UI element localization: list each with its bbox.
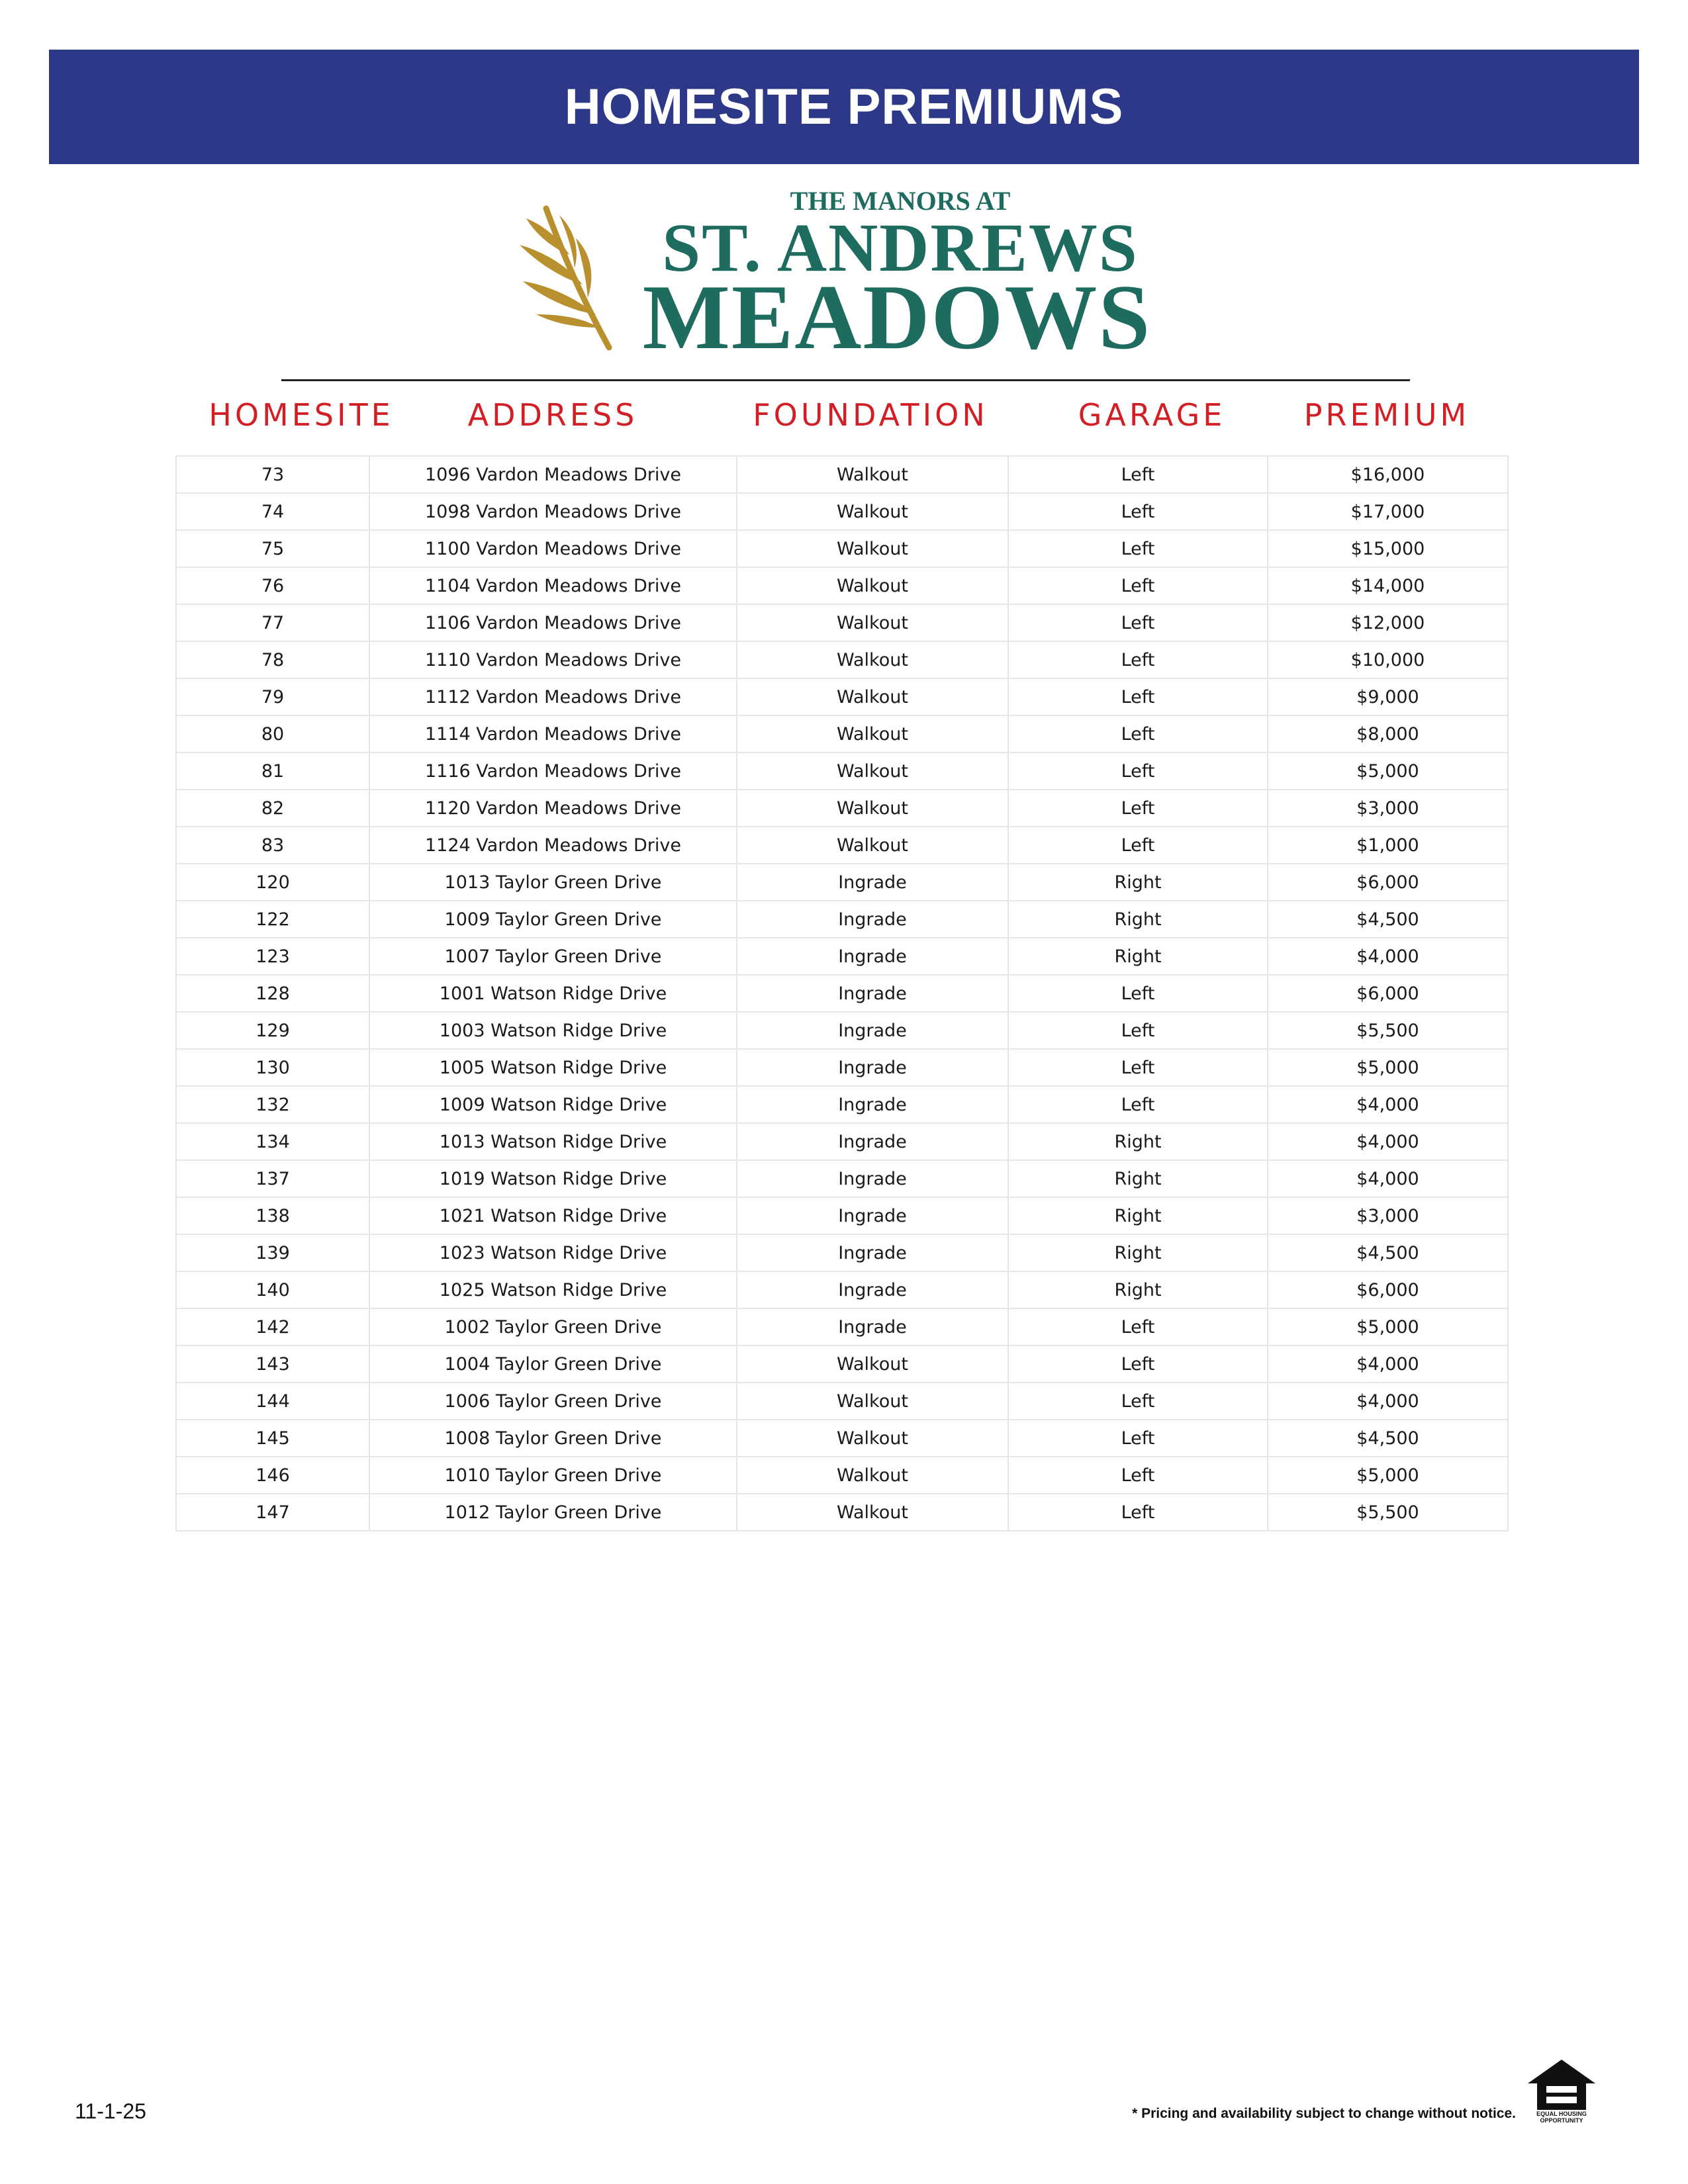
foundation-cell: Ingrade [737,901,1008,938]
homesite-cell: 145 [176,1420,369,1457]
foundation-cell: Walkout [737,1457,1008,1494]
garage-cell: Right [1008,938,1268,975]
homesite-cell: 146 [176,1457,369,1494]
table-row [176,678,1508,715]
garage-cell: Left [1008,678,1268,715]
foundation-cell: Ingrade [737,864,1008,901]
garage-cell: Right [1008,1123,1268,1160]
address-cell: 1003 Watson Ridge Drive [369,1012,737,1049]
address-cell: 1002 Taylor Green Drive [369,1308,737,1345]
foundation-cell: Ingrade [737,1012,1008,1049]
disclaimer-note: * Pricing and availability subject to change without notice. [1132,2106,1516,2121]
foundation-cell: Walkout [737,1383,1008,1420]
premium-cell: $6,000 [1268,864,1508,901]
homesite-cell: 76 [176,567,369,604]
table-row [176,715,1508,752]
homesite-cell: 122 [176,901,369,938]
foundation-cell: Walkout [737,530,1008,567]
premium-cell: $6,000 [1268,1271,1508,1308]
homesite-cell: 74 [176,493,369,530]
homesite-cell: 81 [176,752,369,790]
garage-cell: Right [1008,1197,1268,1234]
garage-cell: Left [1008,1308,1268,1345]
premium-cell: $5,000 [1268,1049,1508,1086]
premium-cell: $8,000 [1268,715,1508,752]
foundation-cell: Ingrade [737,1197,1008,1234]
premium-cell: $5,000 [1268,752,1508,790]
address-cell: 1098 Vardon Meadows Drive [369,493,737,530]
foundation-cell: Walkout [737,641,1008,678]
garage-cell: Right [1008,901,1268,938]
address-cell: 1007 Taylor Green Drive [369,938,737,975]
foundation-cell: Walkout [737,790,1008,827]
address-cell: 1116 Vardon Meadows Drive [369,752,737,790]
premium-cell: $4,000 [1268,1086,1508,1123]
garage-cell: Left [1008,1086,1268,1123]
foundation-cell: Ingrade [737,1308,1008,1345]
garage-cell: Left [1008,827,1268,864]
premium-cell: $14,000 [1268,567,1508,604]
table-row [176,1197,1508,1234]
address-cell: 1110 Vardon Meadows Drive [369,641,737,678]
address-cell: 1004 Taylor Green Drive [369,1345,737,1383]
page-title: HOMESITE PREMIUMS [564,79,1124,135]
premium-cell: $17,000 [1268,493,1508,530]
address-cell: 1112 Vardon Meadows Drive [369,678,737,715]
premium-cell: $4,000 [1268,1345,1508,1383]
garage-cell: Right [1008,1160,1268,1197]
garage-cell: Left [1008,641,1268,678]
garage-cell: Left [1008,1345,1268,1383]
foundation-cell: Ingrade [737,1271,1008,1308]
table-row [176,493,1508,530]
foundation-cell: Walkout [737,678,1008,715]
foundation-cell: Ingrade [737,1234,1008,1271]
homesite-cell: 137 [176,1160,369,1197]
community-logo [516,185,1178,369]
homesite-cell: 82 [176,790,369,827]
equal-housing-line-2: OPPORTUNITY [1540,2117,1583,2124]
table-row [176,1383,1508,1420]
homesite-cell: 128 [176,975,369,1012]
address-cell: 1006 Taylor Green Drive [369,1383,737,1420]
garage-cell: Left [1008,975,1268,1012]
premium-cell: $16,000 [1268,456,1508,493]
premium-cell: $4,500 [1268,1420,1508,1457]
premium-cell: $4,000 [1268,1383,1508,1420]
premium-cell: $4,000 [1268,1160,1508,1197]
garage-cell: Left [1008,1383,1268,1420]
premium-cell: $3,000 [1268,1197,1508,1234]
garage-cell: Left [1008,493,1268,530]
foundation-cell: Ingrade [737,1049,1008,1086]
garage-cell: Left [1008,752,1268,790]
foundation-cell: Walkout [737,1420,1008,1457]
foundation-cell: Ingrade [737,1123,1008,1160]
address-cell: 1021 Watson Ridge Drive [369,1197,737,1234]
premium-cell: $9,000 [1268,678,1508,715]
garage-cell: Right [1008,1271,1268,1308]
homesite-cell: 147 [176,1494,369,1531]
table-row [176,938,1508,975]
table-row [176,827,1508,864]
header-foundation: FOUNDATION [753,397,988,433]
equal-housing-label [1519,2111,1605,2124]
address-cell: 1001 Watson Ridge Drive [369,975,737,1012]
premium-cell: $1,000 [1268,827,1508,864]
homesite-cell: 75 [176,530,369,567]
table-row [176,1308,1508,1345]
foundation-cell: Walkout [737,752,1008,790]
homesite-cell: 120 [176,864,369,901]
homesite-cell: 79 [176,678,369,715]
logo-line-1: THE MANORS AT [790,186,1011,216]
premium-cell: $15,000 [1268,530,1508,567]
homesite-cell: 139 [176,1234,369,1271]
garage-cell: Left [1008,1049,1268,1086]
foundation-cell: Walkout [737,1345,1008,1383]
table-row [176,1345,1508,1383]
premium-cell: $4,000 [1268,938,1508,975]
garage-cell: Right [1008,1234,1268,1271]
divider-rule [281,379,1410,381]
address-cell: 1009 Taylor Green Drive [369,901,737,938]
title-banner [49,50,1639,164]
homesite-cell: 83 [176,827,369,864]
address-cell: 1023 Watson Ridge Drive [369,1234,737,1271]
table-header-row [0,397,1688,443]
premium-cell: $4,500 [1268,901,1508,938]
table-row [176,641,1508,678]
premium-cell: $5,000 [1268,1308,1508,1345]
premium-cell: $6,000 [1268,975,1508,1012]
header-premium: PREMIUM [1303,397,1470,433]
equal-housing-line-1: EQUAL HOUSING [1536,2111,1587,2117]
logo-line-2: ST. ANDREWS [662,210,1139,286]
table-row [176,604,1508,641]
table-body [176,456,1508,1531]
homesite-cell: 123 [176,938,369,975]
homesite-cell: 80 [176,715,369,752]
foundation-cell: Walkout [737,456,1008,493]
premium-cell: $5,500 [1268,1012,1508,1049]
table-row [176,975,1508,1012]
homesite-cell: 140 [176,1271,369,1308]
table-row [176,1420,1508,1457]
address-cell: 1106 Vardon Meadows Drive [369,604,737,641]
foundation-cell: Walkout [737,567,1008,604]
table-row [176,1049,1508,1086]
table-row [176,1160,1508,1197]
premium-cell: $10,000 [1268,641,1508,678]
header-address: ADDRESS [467,397,638,433]
table-row [176,1234,1508,1271]
table-row [176,864,1508,901]
address-cell: 1120 Vardon Meadows Drive [369,790,737,827]
foundation-cell: Walkout [737,1494,1008,1531]
address-cell: 1013 Watson Ridge Drive [369,1123,737,1160]
address-cell: 1010 Taylor Green Drive [369,1457,737,1494]
garage-cell: Left [1008,790,1268,827]
table-row [176,1271,1508,1308]
garage-cell: Left [1008,604,1268,641]
table-row [176,530,1508,567]
homesite-cell: 144 [176,1383,369,1420]
homesite-cell: 138 [176,1197,369,1234]
garage-cell: Left [1008,715,1268,752]
premium-cell: $5,500 [1268,1494,1508,1531]
wheat-sprig-icon [516,199,622,351]
premium-cell: $4,500 [1268,1234,1508,1271]
table-row [176,1494,1508,1531]
table-row [176,752,1508,790]
table-row [176,790,1508,827]
address-cell: 1019 Watson Ridge Drive [369,1160,737,1197]
garage-cell: Left [1008,1494,1268,1531]
garage-cell: Left [1008,1420,1268,1457]
address-cell: 1013 Taylor Green Drive [369,864,737,901]
table-row [176,456,1508,493]
foundation-cell: Ingrade [737,1086,1008,1123]
address-cell: 1025 Watson Ridge Drive [369,1271,737,1308]
address-cell: 1104 Vardon Meadows Drive [369,567,737,604]
foundation-cell: Walkout [737,604,1008,641]
homesite-cell: 78 [176,641,369,678]
address-cell: 1096 Vardon Meadows Drive [369,456,737,493]
address-cell: 1114 Vardon Meadows Drive [369,715,737,752]
foundation-cell: Ingrade [737,938,1008,975]
logo-line-3: MEADOWS [642,266,1152,369]
premium-cell: $3,000 [1268,790,1508,827]
garage-cell: Right [1008,864,1268,901]
homesite-cell: 130 [176,1049,369,1086]
revision-date: 11-1-25 [75,2099,146,2123]
premium-cell: $5,000 [1268,1457,1508,1494]
address-cell: 1005 Watson Ridge Drive [369,1049,737,1086]
homesite-cell: 132 [176,1086,369,1123]
homesite-cell: 73 [176,456,369,493]
homesite-cell: 129 [176,1012,369,1049]
address-cell: 1008 Taylor Green Drive [369,1420,737,1457]
garage-cell: Left [1008,567,1268,604]
address-cell: 1012 Taylor Green Drive [369,1494,737,1531]
homesite-cell: 143 [176,1345,369,1383]
header-garage: GARAGE [1078,397,1226,433]
foundation-cell: Walkout [737,715,1008,752]
premium-cell: $12,000 [1268,604,1508,641]
table-row [176,1457,1508,1494]
garage-cell: Left [1008,1012,1268,1049]
table-row [176,901,1508,938]
foundation-cell: Ingrade [737,975,1008,1012]
foundation-cell: Walkout [737,493,1008,530]
table-row [176,567,1508,604]
homesite-cell: 142 [176,1308,369,1345]
garage-cell: Left [1008,1457,1268,1494]
address-cell: 1100 Vardon Meadows Drive [369,530,737,567]
table-row [176,1123,1508,1160]
address-cell: 1009 Watson Ridge Drive [369,1086,737,1123]
address-cell: 1124 Vardon Meadows Drive [369,827,737,864]
header-homesite: HOMESITE [209,397,394,433]
table-row [176,1086,1508,1123]
garage-cell: Left [1008,530,1268,567]
foundation-cell: Walkout [737,827,1008,864]
premiums-table [175,455,1507,1531]
homesite-cell: 134 [176,1123,369,1160]
homesite-cell: 77 [176,604,369,641]
table-row [176,1012,1508,1049]
foundation-cell: Ingrade [737,1160,1008,1197]
garage-cell: Left [1008,456,1268,493]
premium-cell: $4,000 [1268,1123,1508,1160]
